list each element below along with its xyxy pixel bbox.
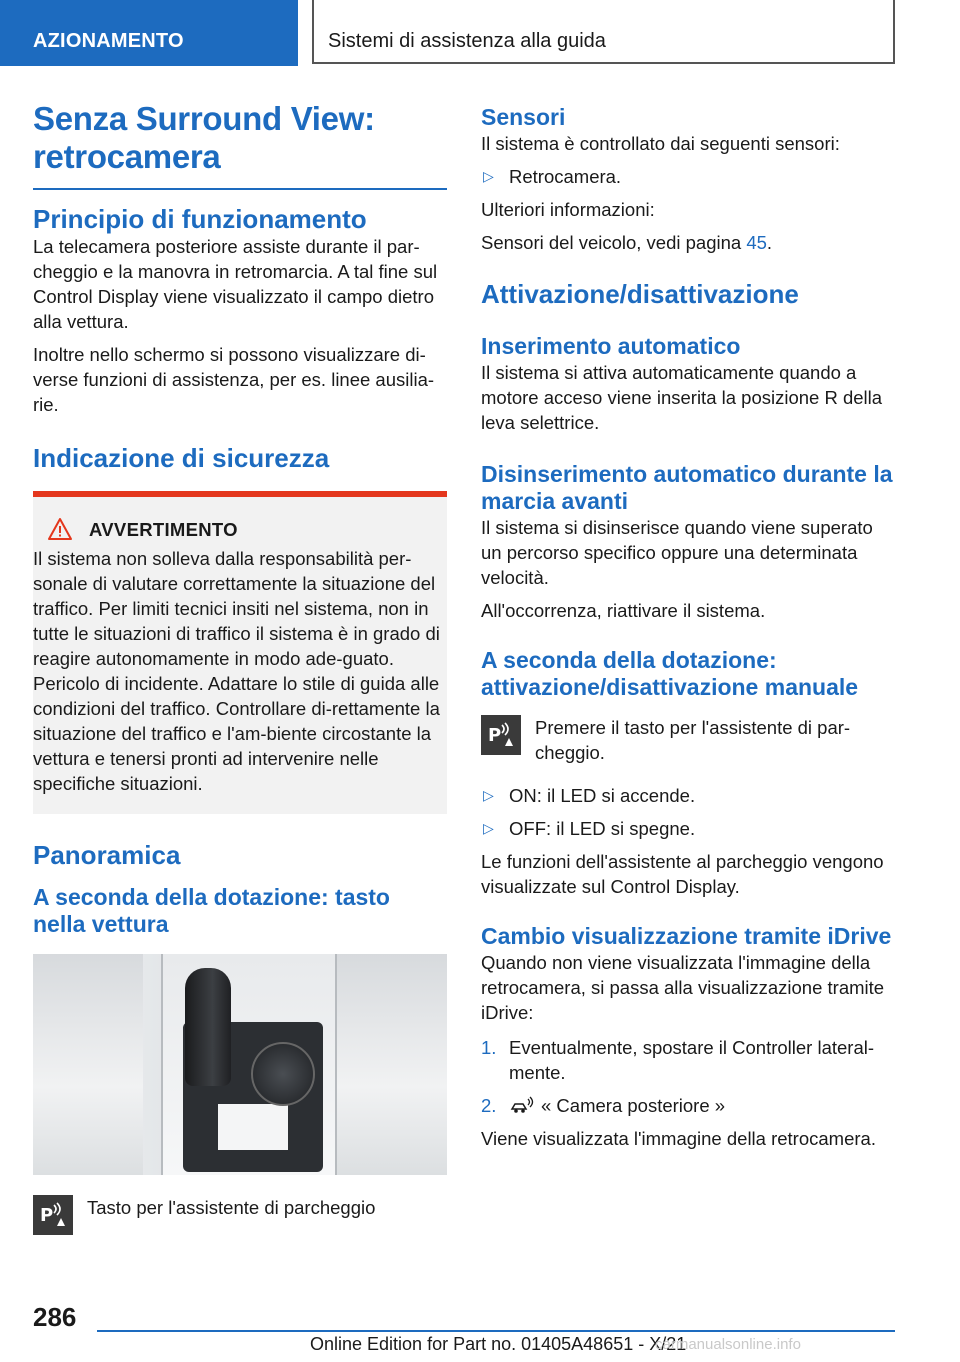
page-link[interactable]: 45 — [746, 232, 767, 253]
bullet-triangle-icon: ▷ — [483, 787, 494, 803]
heading-cambio: Cambio visualizzazione tramite iDrive — [481, 923, 892, 949]
parking-assistant-icon — [481, 715, 521, 755]
page-title: Senza Surround View: retrocamera — [33, 100, 375, 175]
paragraph: Le funzioni dell'assistente al parcheggio vengono visualizzate sul Control Display. — [481, 851, 884, 897]
title-rule — [33, 188, 447, 190]
paragraph: Il sistema si attiva automaticamente quando a motore acceso viene inserita la posizione R della leva selettrice. — [481, 362, 883, 433]
left-column — [33, 100, 447, 1235]
paragraph: Quando non viene visualizzata l'immagine della retrocamera, si passa alla visualizzazione tramite iDrive: — [481, 952, 885, 1023]
page-header — [0, 0, 960, 66]
heading-sicurezza: Indicazione di sicurezza — [33, 443, 330, 473]
heading-disinserimento: Disinserimento automatico durante la marcia avanti — [481, 461, 893, 514]
parking-assistant-icon — [33, 1195, 73, 1235]
panel-insert — [218, 1104, 288, 1150]
paragraph: La telecamera posteriore assiste durante il par-cheggio e la manovra in retromarcia. A tal fine sul Control Display viene visualizzato il campo dietro alla vettura. — [33, 236, 438, 332]
right-column — [481, 100, 897, 1151]
list-item: ▷ ON: il LED si accende. — [483, 785, 696, 806]
paragraph: Premere il tasto per l'assistente di par-cheggio. — [535, 717, 851, 763]
heading-manuale: A seconda della dotazione: attivazione/disattivazione manuale — [481, 647, 859, 700]
instruction-row — [481, 715, 897, 765]
heading-principio: Principio di funzionamento — [33, 204, 367, 234]
right-seat — [337, 954, 447, 1175]
gear-selector — [185, 968, 231, 1086]
bullet-triangle-icon: ▷ — [483, 168, 494, 184]
idrive-controller — [251, 1042, 315, 1106]
paragraph: All'occorrenza, riattivare il sistema. — [481, 600, 766, 621]
warning-box — [33, 491, 447, 814]
paragraph: Ulteriori informazioni: — [481, 199, 655, 220]
heading-tasto: A seconda della dotazione: tasto nella vettura — [33, 884, 390, 937]
list-item: ▷ Retrocamera. — [483, 166, 622, 187]
heading-sensori: Sensori — [481, 104, 566, 130]
svg-text:P: P — [40, 1205, 54, 1226]
paragraph: Viene visualizzata l'immagine della retrocamera. — [481, 1128, 876, 1149]
left-seat — [33, 954, 143, 1175]
chapter-title: Sistemi di assistenza alla guida — [312, 0, 895, 64]
warning-title: AVVERTIMENTO — [33, 517, 447, 542]
page-number: 286 — [33, 1302, 77, 1332]
list-item: ▷ OFF: il LED si spegne. — [483, 818, 696, 839]
warning-triangle-icon — [47, 517, 73, 541]
paragraph: Inoltre nello schermo si possono visualizzare di-verse funzioni di assistenza, per es. linee ausilia-rie. — [33, 344, 435, 415]
heading-panoramica: Panoramica — [33, 840, 181, 870]
photo-caption: Tasto per l'assistente di parcheggio — [87, 1197, 376, 1218]
paragraph: Il sistema si disinserisce quando viene superato un percorso specifico oppure una determinata velocità. — [481, 517, 873, 588]
heading-attivazione: Attivazione/disattivazione — [481, 279, 799, 309]
numbered-step: 2. « Camera posteriore » — [481, 1095, 726, 1116]
footer-rule — [97, 1330, 895, 1332]
warning-text: Il sistema non solleva dalla responsabilità per-sonale di valutare correttamente la situazione del traffico. Per limiti tecnici insiti nel sistema, non in tutte le situazioni di traffico il sistema è in grado di reagire autonomamente in modo ade-guato. Pericolo di incidente. Adattare lo stile di guida alle condizioni del traffico. Controllare di-rettamente la situazione del traffico e l'am-biente circostante la vettura e tenersi pronti ad intervenire nelle specifiche situazioni. — [33, 548, 440, 794]
paragraph: Il sistema è controllato dai seguenti sensori: — [481, 133, 840, 154]
center-console-photo — [33, 954, 447, 1175]
edition-text: Online Edition for Part no. 01405A48651 - X/21 — [310, 1334, 687, 1354]
bullet-triangle-icon: ▷ — [483, 820, 494, 836]
caption-row — [33, 1195, 447, 1235]
heading-inserimento: Inserimento automatico — [481, 333, 741, 359]
section-tab: AZIONAMENTO — [0, 0, 298, 66]
numbered-step: 1. Eventualmente, spostare il Controller lateral-mente. — [481, 1037, 875, 1083]
paragraph: Sensori del veicolo, vedi pagina 45. — [481, 232, 773, 253]
rear-camera-icon — [509, 1095, 535, 1115]
svg-text:P: P — [488, 725, 502, 746]
watermark: carmanualsonline.info — [655, 1336, 801, 1353]
